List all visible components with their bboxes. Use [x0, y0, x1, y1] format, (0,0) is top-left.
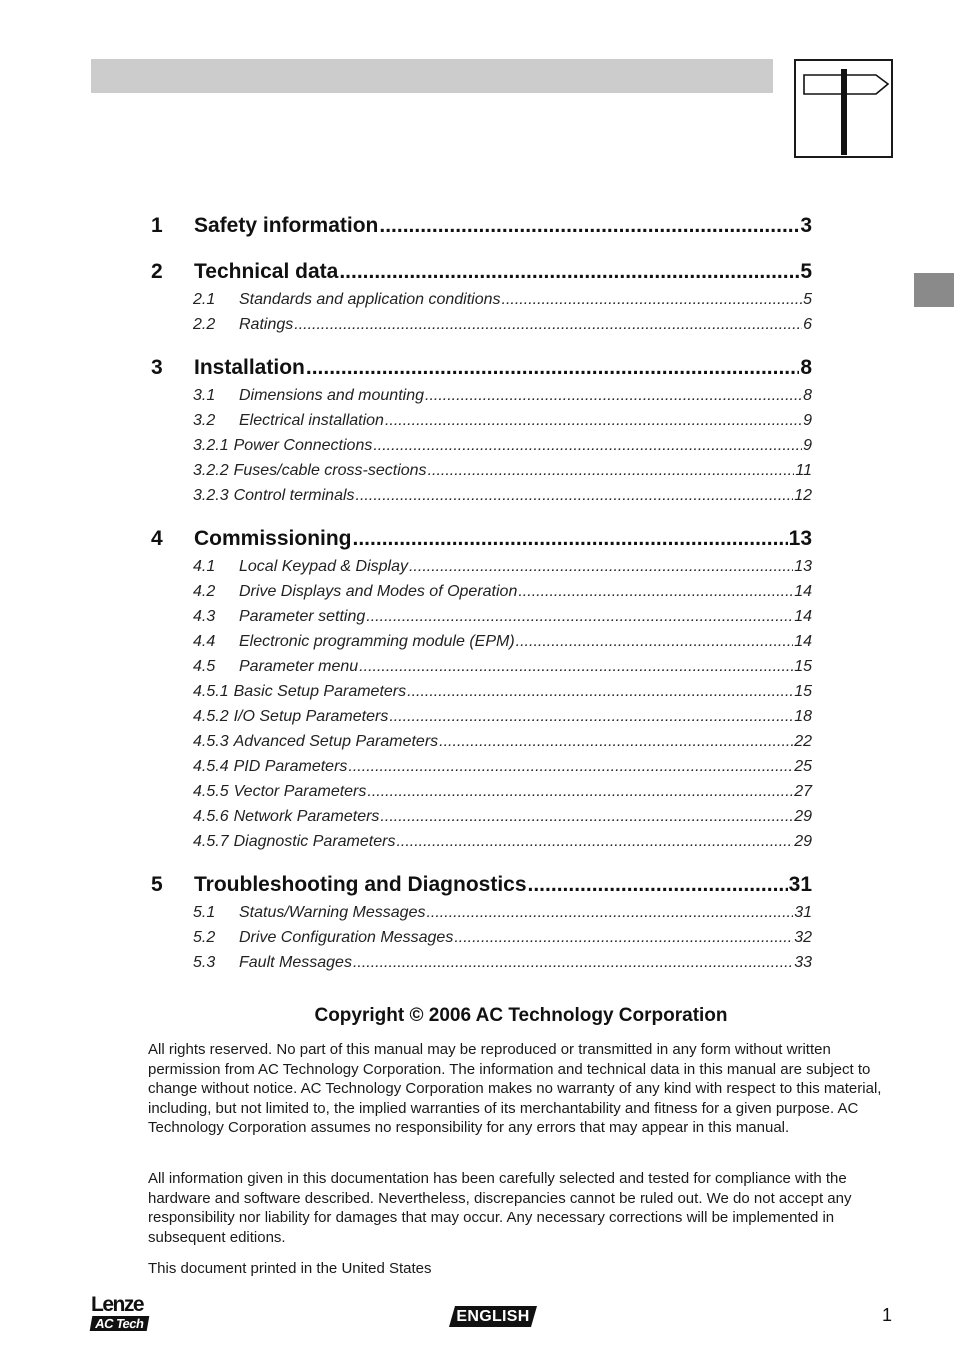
chapter-page: 5	[800, 260, 812, 283]
toc-section-entry[interactable]	[150, 458, 812, 483]
section-title: Advanced Setup Parameters	[233, 733, 439, 750]
toc-section-entry[interactable]	[150, 779, 812, 804]
chapter-title: Technical data	[194, 260, 339, 283]
section-title: Diagnostic Parameters	[233, 833, 396, 850]
section-title: Network Parameters	[233, 808, 380, 825]
section-page: 29	[794, 808, 812, 825]
section-title: Power Connections	[233, 437, 373, 454]
section-number: 3.2	[193, 412, 216, 429]
chapter-number: 5	[151, 873, 163, 896]
dot-leader	[366, 604, 793, 629]
toc-chapter-entry[interactable]	[150, 257, 812, 287]
section-title: PID Parameters	[233, 758, 348, 775]
toc-chapter-entry[interactable]	[150, 870, 812, 900]
section-title: Status/Warning Messages	[239, 904, 426, 921]
dot-leader	[425, 383, 802, 408]
chapter-page: 8	[800, 356, 812, 379]
section-page: 12	[794, 487, 812, 504]
dot-leader	[385, 408, 802, 433]
dot-leader	[367, 779, 793, 804]
toc-section-entry[interactable]	[150, 950, 812, 975]
section-page: 9	[803, 412, 812, 429]
dot-leader	[407, 679, 793, 704]
language-badge	[449, 1306, 537, 1327]
rights-paragraph: All rights reserved. No part of this manual may be reproduced or transmitted in any form without written permission from AC Technology Corporation. The information and technical data in this manual are subject to change without notice. AC Technology Corporation makes no warranty of any kind with respect to this material, including, but not limited to, the implied warranties of its merchantability and fitness for a given purpose. AC Technology Corporation assumes no responsibility for any errors that may appear in this manual.	[148, 1041, 882, 1137]
toc-section-entry[interactable]	[150, 754, 812, 779]
toc-section-entry[interactable]	[150, 829, 812, 854]
section-page: 15	[794, 658, 812, 675]
toc-chapter	[150, 353, 812, 508]
section-title: Dimensions and mounting	[239, 387, 424, 404]
language-label: ENGLISH	[456, 1308, 530, 1325]
section-title: Vector Parameters	[233, 783, 367, 800]
dot-leader	[528, 870, 788, 900]
chapter-page: 13	[788, 527, 812, 550]
section-page: 6	[803, 316, 812, 333]
toc-section-entry[interactable]	[150, 312, 812, 337]
dot-leader	[516, 629, 794, 654]
section-page: 14	[794, 583, 812, 600]
section-number: 4.1	[193, 558, 216, 575]
toc-section-entry[interactable]	[150, 483, 812, 508]
section-page: 27	[794, 783, 812, 800]
dot-leader	[380, 804, 793, 829]
section-title: Drive Configuration Messages	[239, 929, 454, 946]
section-title: Parameter menu	[239, 658, 359, 675]
chapter-page: 3	[800, 214, 812, 237]
section-title: Electronic programming module (EPM)	[239, 633, 515, 650]
section-title: Fuses/cable cross-sections	[233, 462, 427, 479]
toc-section-entry[interactable]	[150, 604, 812, 629]
toc-section-entry[interactable]	[150, 654, 812, 679]
dot-leader	[356, 483, 794, 508]
section-page: 5	[803, 291, 812, 308]
dot-leader	[389, 704, 793, 729]
dot-leader	[426, 900, 793, 925]
section-number: 2.1	[193, 291, 216, 308]
section-title: Local Keypad & Display	[239, 558, 408, 575]
section-page: 9	[803, 437, 812, 454]
section-page: 18	[794, 708, 812, 725]
dot-leader	[502, 287, 803, 312]
chapter-number: 3	[151, 356, 163, 379]
toc-chapter	[150, 524, 812, 854]
toc-section-entry[interactable]	[150, 729, 812, 754]
section-number: 4.3	[193, 608, 216, 625]
toc-section-entry[interactable]	[150, 433, 812, 458]
section-number: 4.5	[193, 658, 216, 675]
section-page: 29	[794, 833, 812, 850]
header-bar	[91, 59, 773, 93]
section-page: 33	[794, 954, 812, 971]
section-page: 22	[794, 733, 812, 750]
section-number: 4.5.6	[193, 808, 229, 825]
section-number: 5.2	[193, 929, 216, 946]
section-number: 4.5.2	[193, 708, 229, 725]
dot-leader	[379, 211, 799, 241]
toc-section-entry[interactable]	[150, 804, 812, 829]
chapter-tab	[914, 273, 954, 307]
section-number: 4.5.3	[193, 733, 229, 750]
toc-chapter	[150, 211, 812, 241]
dot-leader	[454, 925, 793, 950]
chapter-title: Safety information	[194, 214, 379, 237]
section-number: 4.5.4	[193, 758, 229, 775]
page-number: 1	[882, 1305, 893, 1325]
dot-leader	[306, 353, 799, 383]
section-title: I/O Setup Parameters	[233, 708, 389, 725]
chapter-number: 2	[151, 260, 163, 283]
section-page: 32	[794, 929, 812, 946]
section-title: Standards and application conditions	[239, 291, 501, 308]
section-page: 14	[794, 608, 812, 625]
section-number: 3.2.3	[193, 487, 229, 504]
dot-leader	[518, 579, 793, 604]
section-number: 3.2.2	[193, 462, 229, 479]
toc-section-entry[interactable]	[150, 287, 812, 312]
toc-chapter-entry[interactable]	[150, 524, 812, 554]
section-page: 15	[794, 683, 812, 700]
section-title: Electrical installation	[239, 412, 384, 429]
section-page: 11	[795, 462, 812, 479]
section-title: Fault Messages	[239, 954, 352, 971]
toc-section-entry[interactable]	[150, 900, 812, 925]
chapter-title: Troubleshooting and Diagnostics	[194, 873, 527, 896]
logo-actech-text: AC Tech	[90, 1316, 150, 1331]
dot-leader	[409, 554, 793, 579]
toc-chapter-entry[interactable]	[150, 353, 812, 383]
lenze-logo	[91, 1293, 151, 1331]
chapter-title: Commissioning	[194, 527, 352, 550]
section-number: 2.2	[193, 316, 216, 333]
toc-chapter	[150, 257, 812, 337]
dot-leader	[428, 458, 795, 483]
copyright-title: Copyright © 2006 AC Technology Corporation	[314, 1005, 728, 1026]
signpost-icon	[794, 59, 893, 158]
printed-note: This document printed in the United States	[148, 1260, 432, 1277]
section-page: 25	[794, 758, 812, 775]
dot-leader	[294, 312, 802, 337]
table-of-contents	[150, 211, 812, 975]
logo-lenze-text: Lenze	[91, 1293, 144, 1316]
chapter-number: 4	[151, 527, 163, 550]
section-number: 3.2.1	[193, 437, 229, 454]
section-page: 8	[803, 387, 812, 404]
dot-leader	[353, 950, 793, 975]
toc-section-entry[interactable]	[150, 554, 812, 579]
dot-leader	[359, 654, 793, 679]
toc-chapter-entry[interactable]	[150, 211, 812, 241]
section-title: Control terminals	[233, 487, 355, 504]
chapter-page: 31	[788, 873, 812, 896]
toc-section-entry[interactable]	[150, 629, 812, 654]
toc-section-entry[interactable]	[150, 679, 812, 704]
section-number: 3.1	[193, 387, 216, 404]
toc-section-entry[interactable]	[150, 383, 812, 408]
toc-section-entry[interactable]	[150, 925, 812, 950]
section-title: Parameter setting	[239, 608, 366, 625]
section-number: 4.5.5	[193, 783, 229, 800]
section-number: 4.5.7	[193, 833, 229, 850]
dot-leader	[396, 829, 793, 854]
section-number: 5.3	[193, 954, 216, 971]
section-title: Ratings	[239, 316, 294, 333]
section-number: 4.2	[193, 583, 216, 600]
section-title: Basic Setup Parameters	[233, 683, 407, 700]
toc-section-entry[interactable]	[150, 408, 812, 433]
dot-leader	[439, 729, 793, 754]
dot-leader	[339, 257, 799, 287]
disclaimer-paragraph: All information given in this documentation has been carefully selected and tested for compliance with the hardware and software described. Nevertheless, discrepancies cannot be ruled out. We do not accept any responsibility nor liability for damages that may occur. Any necessary corrections will be implemented in subsequent editions.	[148, 1170, 852, 1246]
toc-section-entry[interactable]	[150, 704, 812, 729]
section-title: Drive Displays and Modes of Operation	[239, 583, 518, 600]
section-page: 13	[794, 558, 812, 575]
section-page: 14	[794, 633, 812, 650]
section-number: 4.5.1	[193, 683, 229, 700]
toc-chapter	[150, 870, 812, 975]
chapter-number: 1	[151, 214, 163, 237]
section-number: 5.1	[193, 904, 216, 921]
dot-leader	[373, 433, 802, 458]
dot-leader	[348, 754, 793, 779]
section-page: 31	[794, 904, 812, 921]
section-number: 4.4	[193, 633, 216, 650]
toc-section-entry[interactable]	[150, 579, 812, 604]
dot-leader	[353, 524, 788, 554]
chapter-title: Installation	[194, 356, 305, 379]
